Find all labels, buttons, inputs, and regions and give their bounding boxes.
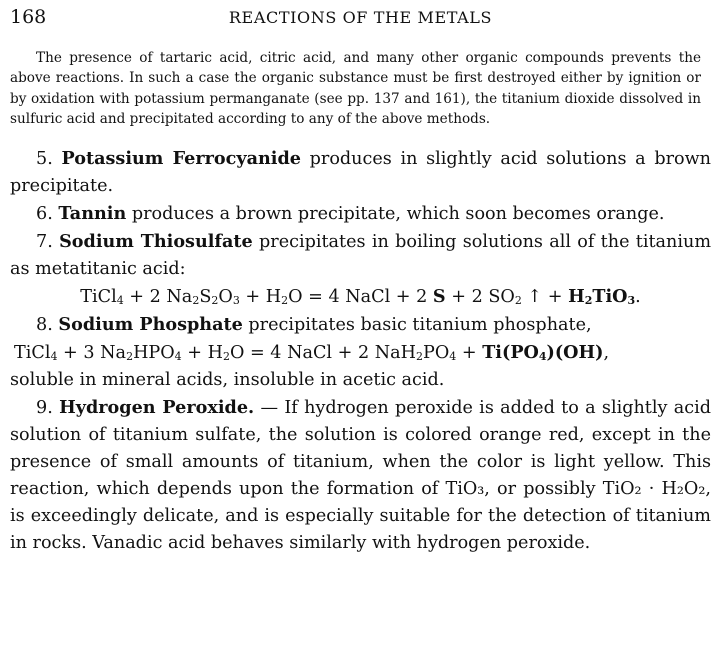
page-number: 168 xyxy=(10,6,47,28)
running-head: REACTIONS OF THE METALS xyxy=(228,8,493,27)
item-6-text: produces a brown precipitate, which soon becomes orange. xyxy=(126,204,665,225)
item-8-continuation: soluble in mineral acids, insoluble in acetic acid. xyxy=(10,370,445,391)
item-9-reagent: Hydrogen Peroxide. xyxy=(59,397,255,419)
item-7-reagent: Sodium Thiosulfate xyxy=(59,231,253,253)
item-9-text: — If hydrogen peroxide is added to a slightly acid solution of titanium sulfate, the solution is colored orange red, except in the presence of small amounts of titanium, when the color is light yellow. This reaction, which depends upon the formation of TiO₃, or possibly TiO₂ · H₂O₂, is exceedingly delicate, and is especially suitable for the detection of titanium in rocks. Vanadic acid behaves similarly with hydrogen peroxide. xyxy=(10,398,711,554)
item-8-paragraph xyxy=(10,311,711,339)
note-paragraph: The presence of tartaric acid, citric acid, and many other organic compounds prevents the above reactions. In such a case the organic substance must be first destroyed either by ignition or by oxidation with potassium permanganate (see pp. 137 and 161), the titanium dioxide dissolved in sulfuric acid and precipitated according to any of the above methods. xyxy=(10,50,701,127)
item-8-number: 8. xyxy=(36,315,53,336)
equation-thiosulfate: TiCl$_4$ + 2 $Na_2S_2O_3 + H_2O = 4$ NaCl + 2 S + 2 $SO_2$ ↑ + $H_2TiO_3$. xyxy=(80,286,641,308)
item-6-reagent: Tannin xyxy=(58,203,127,225)
item-9-paragraph xyxy=(10,394,711,557)
item-7-text: precipitates in boiling solutions all of the titanium as metatitanic acid: xyxy=(10,232,712,280)
item-6-paragraph xyxy=(10,200,711,228)
item-6-number: 6. xyxy=(36,204,53,225)
item-5-reagent: Potassium Ferrocyanide xyxy=(61,148,301,170)
item-8-reagent: Sodium Phosphate xyxy=(58,314,243,336)
item-5-number: 5. xyxy=(36,149,53,170)
equation-phosphate: TiCl$_4$ + 3 $Na_2HPO_4 + H_2O = 4$ NaCl + 2 $NaH_2PO_4 + Ti(PO_4)(OH)$, xyxy=(14,342,610,364)
item-7-paragraph xyxy=(10,228,711,283)
main-text xyxy=(10,145,711,557)
item-5-text: produces in slightly acid solutions a brown precipitate. xyxy=(10,149,711,197)
item-5-paragraph xyxy=(10,145,711,200)
page-header xyxy=(10,4,711,34)
item-9-number: 9. xyxy=(36,398,53,419)
item-7-number: 7. xyxy=(36,232,53,253)
item-8-text: precipitates basic titanium phosphate, xyxy=(242,315,592,336)
